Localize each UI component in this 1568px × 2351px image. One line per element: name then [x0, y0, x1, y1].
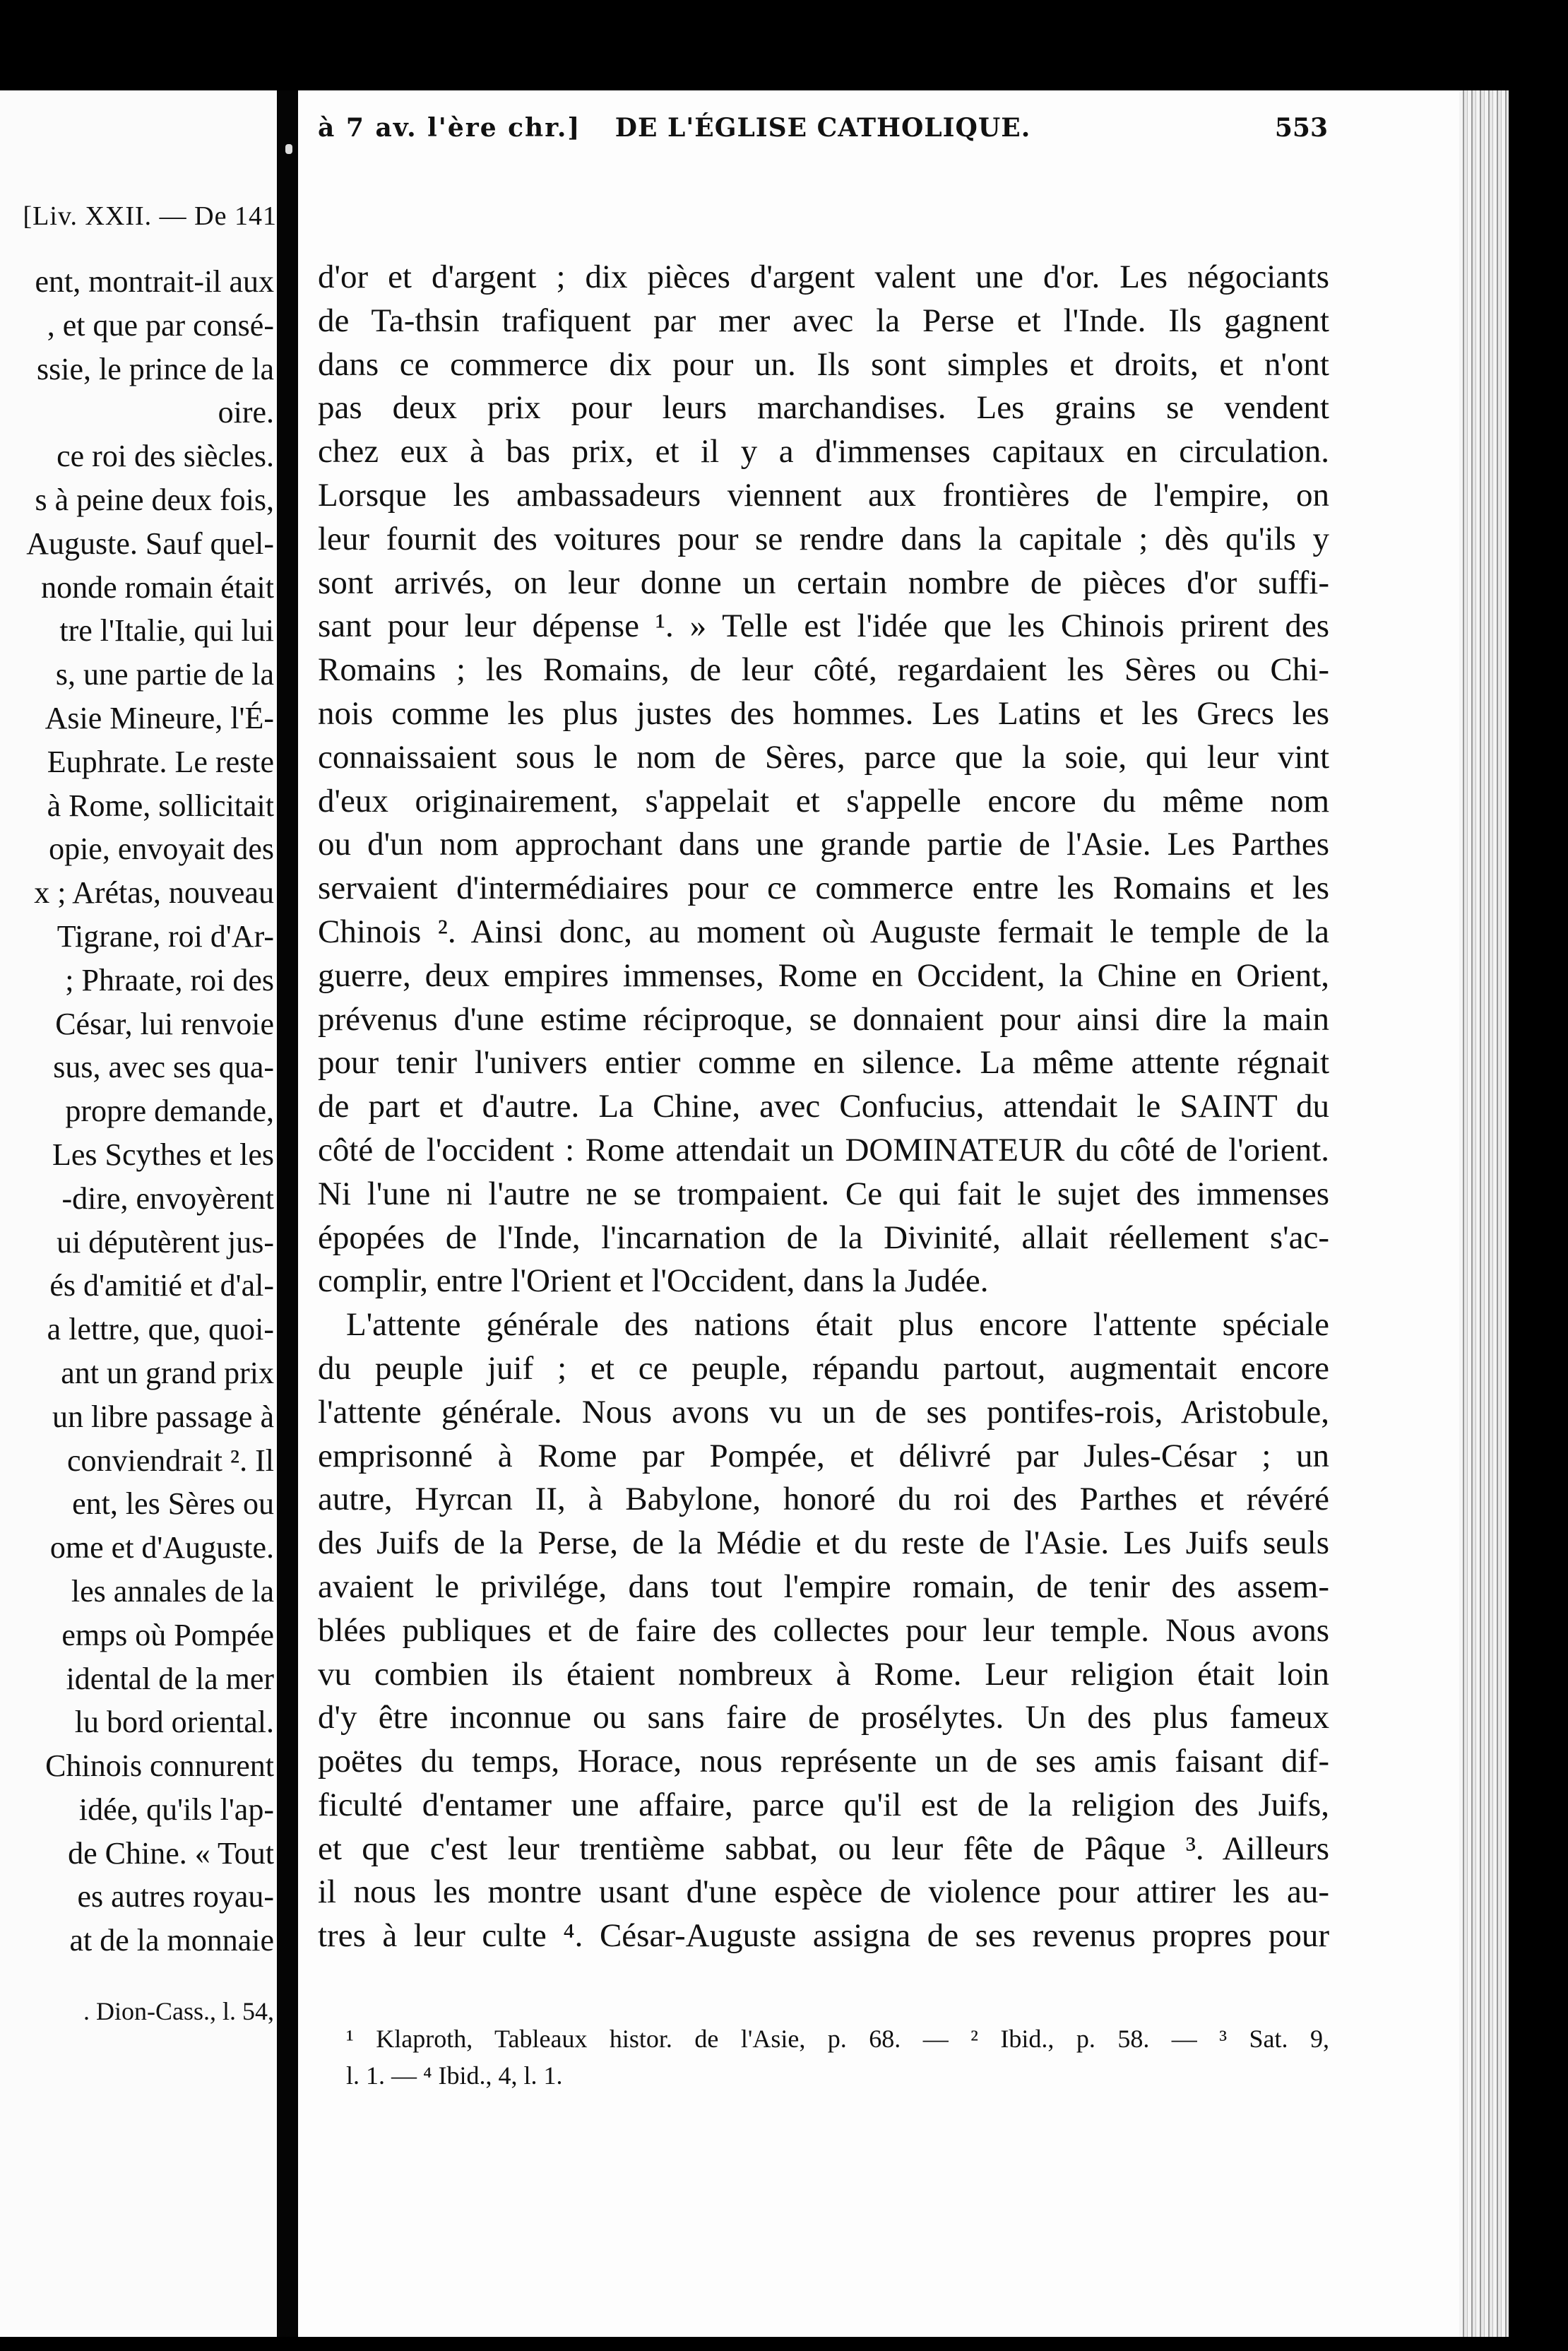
previous-page-line: s à peine deux fois,: [35, 482, 274, 517]
previous-page-line: Euphrate. Le reste: [47, 744, 274, 779]
main-text: [318, 256, 1329, 1958]
previous-page-line: -dire, envoyèrent: [61, 1180, 274, 1216]
previous-page-footnote: . Dion-Cass., l. 54,: [83, 1997, 274, 2025]
previous-page-line: oire.: [218, 395, 274, 430]
text-line: nois comme les plus justes des hommes. Les Latins et les Grecs les: [318, 694, 1329, 732]
text-line: autre, Hyrcan II, à Babylone, honoré du roi des Parthes et révéré: [318, 1481, 1329, 1518]
previous-page-line: s, une partie de la: [55, 657, 274, 692]
text-line: d'or et d'argent ; dix pièces d'argent valent une d'or. Les négociants: [318, 259, 1329, 295]
previous-page-line: Chinois connurent: [45, 1748, 274, 1784]
text-line: pour tenir l'univers entier comme en silence. La même attente régnait: [318, 1044, 1329, 1082]
text-line: du peuple juif ; et ce peuple, répandu partout, augmentait encore: [318, 1349, 1329, 1387]
previous-page-fragment: [0, 90, 277, 2337]
text-line: avaient le privilége, dans tout l'empire romain, de tenir des assem-: [318, 1568, 1329, 1605]
previous-page-line: emps où Pompée: [61, 1617, 274, 1652]
previous-page-line: idée, qu'ils l'ap-: [78, 1792, 274, 1827]
text-line: complir, entre l'Orient et l'Occident, dans la Judée.: [318, 1262, 989, 1300]
previous-page-line: nonde romain était: [41, 569, 274, 605]
text-line: poëtes du temps, Horace, nous représente un de ses amis faisant dif-: [318, 1743, 1329, 1780]
previous-page-line: ent, les Sères ou: [72, 1486, 274, 1522]
previous-page-line: ant un grand prix: [61, 1355, 274, 1390]
text-line: de Ta-thsin trafiquent par mer avec la Perse et l'Inde. Ils gagnent: [318, 302, 1329, 339]
previous-page-line: Les Scythes et les: [52, 1137, 274, 1172]
text-line: d'y être inconnue ou sans faire de prosélytes. Un des plus fameux: [318, 1699, 1329, 1736]
previous-page-line: tre l'Italie, qui lui: [59, 613, 274, 649]
previous-page-line: x ; Arétas, nouveau: [34, 875, 274, 911]
page-number: 553: [1274, 113, 1328, 143]
binding-mark: [285, 144, 292, 154]
text-line: Ni l'une ni l'autre ne se trompaient. Ce qui fait le sujet des immenses: [318, 1175, 1329, 1212]
previous-page-line: de Chine. « Tout: [68, 1835, 274, 1871]
text-line: servaient d'intermédiaires pour ce commerce entre les Romains et les: [318, 870, 1329, 907]
text-line: des Juifs de la Perse, de la Médie et du reste de l'Asie. Les Juifs seuls: [318, 1524, 1329, 1562]
text-line: Chinois ². Ainsi donc, au moment où Auguste fermait le temple de la: [318, 913, 1329, 950]
running-head-title: DE L'ÉGLISE CATHOLIQUE.: [614, 113, 1031, 143]
text-line: sont arrivés, on leur donne un certain nombre de pièces d'or suffi-: [318, 564, 1329, 601]
footnote-line: l. 1. — ⁴ Ibid., 4, l. 1.: [346, 2061, 563, 2090]
footnotes: [346, 2020, 1329, 2094]
text-line: prévenus d'une estime réciproque, se donnaient pour ainsi dire la main: [318, 1000, 1329, 1038]
text-line: épopées de l'Inde, l'incarnation de la Divinité, allait réellement s'ac-: [318, 1219, 1329, 1256]
text-line: emprisonné à Rome par Pompée, et délivré par Jules-César ; un: [318, 1437, 1329, 1474]
text-line: côté de l'occident : Rome attendait un DOMINATEUR du côté de l'orient.: [318, 1131, 1329, 1168]
text-line: il nous les montre usant d'une espèce de violence pour attirer les au-: [318, 1873, 1329, 1911]
text-line: tres à leur culte ⁴. César-Auguste assigna de ses revenus propres pour: [318, 1917, 1329, 1955]
previous-page-line: sus, avec ses qua-: [53, 1050, 274, 1085]
previous-page-line: ; Phraate, roi des: [65, 962, 274, 997]
previous-page-line: es autres royau-: [77, 1879, 274, 1914]
text-line: blées publiques et de faire des collectes pour leur temple. Nous avons: [318, 1611, 1329, 1649]
text-line: leur fournit des voitures pour se rendre dans la capitale ; dès qu'ils y: [318, 520, 1329, 557]
text-line: L'attente générale des nations était plus encore l'attente spéciale: [346, 1306, 1329, 1344]
footnote-line: ¹ Klaproth, Tableaux histor. de l'Asie, p. 68. — ² Ibid., p. 58. — ³ Sat. 9,: [346, 2025, 1329, 2053]
previous-page-text: [0, 260, 274, 1962]
running-head-date-range: à 7 av. l'ère chr.]: [318, 113, 581, 143]
text-line: vu combien ils étaient nombreux à Rome. Leur religion était loin: [318, 1655, 1329, 1693]
previous-page-line: les annales de la: [71, 1573, 274, 1609]
previous-page-line: ent, montrait-il aux: [35, 264, 274, 299]
previous-page-line: és d'amitié et d'al-: [49, 1268, 274, 1303]
previous-page-line: Auguste. Sauf quel-: [26, 526, 274, 561]
previous-page-line: at de la monnaie: [69, 1923, 274, 1958]
running-head: [318, 113, 1328, 155]
previous-page-line: propre demande,: [65, 1094, 274, 1129]
previous-page-line: ui députèrent jus-: [57, 1224, 274, 1260]
text-line: Lorsque les ambassadeurs viennent aux frontières de l'empire, on: [318, 476, 1329, 514]
text-line: dans ce commerce dix pour un. Ils sont simples et droits, et n'ont: [318, 345, 1329, 383]
previous-page-running-head: [Liv. XXII. — De 141: [23, 201, 277, 231]
text-line: ou d'un nom approchant dans une grande partie de l'Asie. Les Parthes: [318, 826, 1329, 863]
previous-page-line: ome et d'Auguste.: [49, 1530, 274, 1565]
text-line: chez eux à bas prix, et il y a d'immenses capitaux en circulation.: [318, 433, 1329, 470]
text-line: Romains ; les Romains, de leur côté, regardaient les Sères ou Chi-: [318, 651, 1329, 689]
previous-page-line: opie, envoyait des: [49, 831, 274, 867]
previous-page-line: un libre passage à: [52, 1399, 274, 1434]
previous-page-line: conviendrait ². Il: [67, 1443, 274, 1478]
text-line: de part et d'autre. La Chine, avec Confucius, attendait le SAINT du: [318, 1088, 1329, 1125]
text-line: connaissaient sous le nom de Sères, parce que la soie, qui leur vint: [318, 738, 1329, 776]
text-line: d'eux originairement, s'appelait et s'appelle encore du même nom: [318, 782, 1329, 819]
text-line: ficulté d'entamer une affaire, parce qu'il est de la religion des Juifs,: [318, 1786, 1329, 1823]
previous-page-line: idental de la mer: [66, 1661, 274, 1696]
previous-page-line: Asie Mineure, l'É-: [44, 700, 274, 735]
gutter: [277, 90, 298, 2337]
previous-page-line: Tigrane, roi d'Ar-: [57, 918, 274, 954]
text-line: guerre, deux empires immenses, Rome en Occident, la Chine en Orient,: [318, 957, 1329, 994]
previous-page-line: a lettre, que, quoi-: [47, 1312, 274, 1347]
text-line: l'attente générale. Nous avons vu un de ses pontifes-rois, Aristobule,: [318, 1393, 1329, 1431]
previous-page-line: César, lui renvoie: [55, 1006, 274, 1041]
previous-page-line: ssie, le prince de la: [37, 351, 274, 386]
previous-page-line: à Rome, sollicitait: [47, 788, 274, 823]
text-line: sant pour leur dépense ¹. » Telle est l'idée que les Chinois prirent des: [318, 608, 1329, 645]
page-edges: [1459, 90, 1509, 2337]
text-line: pas deux prix pour leurs marchandises. Les grains se vendent: [318, 389, 1329, 427]
previous-page-line: ce roi des siècles.: [57, 439, 274, 474]
previous-page-line: lu bord oriental.: [74, 1705, 274, 1740]
text-line: et que c'est leur trentième sabbat, ou leur fête de Pâque ³. Ailleurs: [318, 1830, 1329, 1867]
previous-page-line: , et que par consé-: [47, 307, 274, 343]
